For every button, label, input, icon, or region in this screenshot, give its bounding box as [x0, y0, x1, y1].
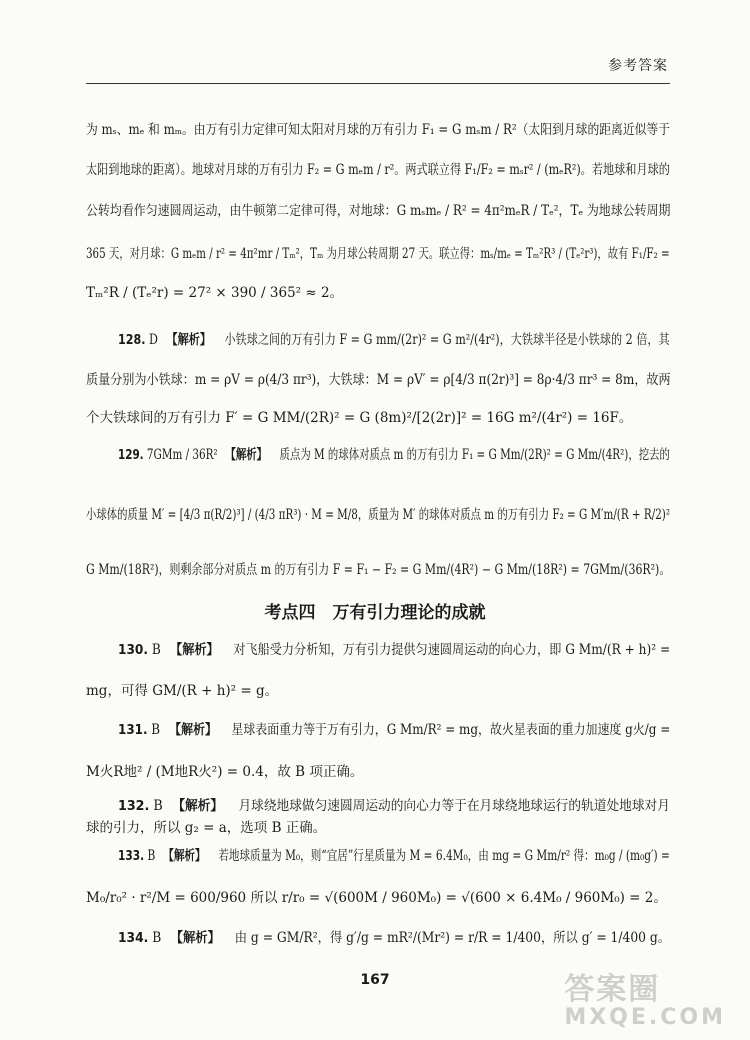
text-line: 质点为 M 的球体对质点 m 的万有引力 F₁ = G Mm/(2R)² = G Mm/(4R²)，挖去的 [279, 447, 670, 463]
text-line: 为 mₛ、mₑ 和 mₘ。由万有引力定律可知太阳对月球的万有引力 F₁ = G mₛm / R²（太阳到月球的距离近似等于 [86, 122, 671, 138]
text-line: 若地球质量为 M₀，则“宜居”行星质量为 M = 6.4M₀，由 mg = G Mm/r² 得：m₀g / (m₀g′) = [218, 848, 670, 864]
question-number: 130. [118, 642, 148, 658]
text-line: M火R地² / (M地R火²) = 0.4，故 B 项正确。 [86, 764, 364, 780]
text-line: 个大铁球间的万有引力 F′ = G MM/(2R)² = G (8m)²/[2(2r)]² = 16G m²/(4r²) = 16F。 [86, 410, 633, 426]
section-title: 考点四 万有引力理论的成就 [264, 603, 486, 623]
question-128-line [118, 332, 670, 349]
watermark-url: MXQE.COM [564, 1005, 726, 1030]
question-number: 128. [118, 332, 146, 348]
text-line: 公转均看作匀速圆周运动，由牛顿第二定律可得，对地球：G mₛmₑ / R² = 4π²mₑR / Tₑ²，Tₑ 为地球公转周期 [86, 203, 671, 219]
question-130-line [118, 642, 671, 659]
question-134-line [118, 930, 671, 947]
answer-expression: 7GMm / 36R² [146, 447, 218, 463]
watermark-text: 答案圈 [564, 972, 661, 1007]
text-line: 小球体的质量 M′ = [4/3 π(R/2)³] / (4/3 πR³) · M = M/8，质量为 M′ 的球体对质点 m 的万有引力 F₂ = G M′m/(R + R/2)² [86, 507, 670, 523]
text-line: 由 g = GM/R²，得 g′/g = mR²/(Mr²) = r/R = 1/400，所以 g′ = 1/400 g。 [234, 930, 671, 946]
text-line: 质量分别为小铁球：m = ρV = ρ(4/3 πr³)，大铁球：M = ρV′ = ρ[4/3 π(2r)³] = 8ρ·4/3 πr³ = 8m，故两 [86, 372, 671, 388]
question-number: 129. [118, 447, 144, 463]
answer-choice: B [151, 722, 161, 738]
answer-choice: D [149, 332, 158, 348]
text-line: 365 天，对月球：G mₑm / r² = 4π²mr / Tₘ²，Tₘ 为月球公转周期 27 天。联立得：mₛ/mₑ = Tₘ²R³ / (Tₑ²r³)，故有 F₁/F₂ = [86, 246, 670, 262]
question-number: 132. [118, 798, 150, 814]
analysis-tag: 【解析】 [169, 722, 217, 738]
analysis-tag: 【解析】 [225, 447, 268, 463]
text-line: 小铁球之间的万有引力 F = G mm/(2r)² = G m²/(4r²)，大铁球半径是小铁球的 2 倍，其 [224, 332, 670, 348]
text-line: 星球表面重力等于万有引力，G Mm/R² = mg，故火星表面的重力加速度 g火/g = [231, 722, 671, 738]
question-132-line [118, 798, 670, 815]
text-line: 球的引力，所以 g₂ = a，选项 B 正确。 [86, 820, 327, 836]
text-line: 太阳到地球的距离）。地球对月球的万有引力 F₂ = G mₑm / r²。两式联立得 F₁/F₂ = mₛr² / (mₑR²)。若地球和月球的 [86, 162, 670, 178]
text-line: Tₘ²R / (Tₑ²r) = 27² × 390 / 365² ≈ 2。 [86, 285, 344, 301]
analysis-tag: 【解析】 [170, 642, 219, 658]
analysis-tag: 【解析】 [172, 798, 224, 814]
analysis-tag: 【解析】 [170, 930, 220, 946]
page-number: 167 [360, 972, 390, 988]
watermark-logo [564, 972, 726, 1030]
text-line: mg，可得 GM/(R + h)² = g。 [86, 683, 279, 699]
question-133-line [118, 848, 670, 865]
text-line: G Mm/(18R²)，则剩余部分对质点 m 的万有引力 F = F₁ − F₂ = G Mm/(4R²) − G Mm/(18R²) = 7GMm/(36R²)。 [86, 562, 671, 578]
answer-choice: B [151, 642, 161, 658]
text-line: M₀/r₀² · r²/M = 600/960 所以 r/r₀ = √(600M / 960M₀) = √(600 × 6.4M₀ / 960M₀) = 2。 [86, 890, 667, 906]
question-number: 134. [118, 930, 149, 946]
answer-choice: B [152, 930, 162, 946]
header-rule [86, 83, 670, 84]
question-131-line [118, 722, 671, 739]
answer-choice: B [153, 798, 163, 814]
analysis-tag: 【解析】 [166, 332, 212, 348]
header-title: 参考答案 [608, 58, 668, 74]
question-number: 133. [118, 848, 145, 864]
question-number: 131. [118, 722, 148, 738]
text-line: 对飞船受力分析知，万有引力提供匀速圆周运动的向心力，即 G Mm/(R + h)² = [233, 642, 671, 658]
question-129-line [118, 447, 670, 464]
text-line: 月球绕地球做匀速圆周运动的向心力等于在月球绕地球运行的轨道处地球对月 [238, 798, 670, 814]
answer-choice: B [147, 848, 156, 864]
analysis-tag: 【解析】 [163, 848, 206, 864]
